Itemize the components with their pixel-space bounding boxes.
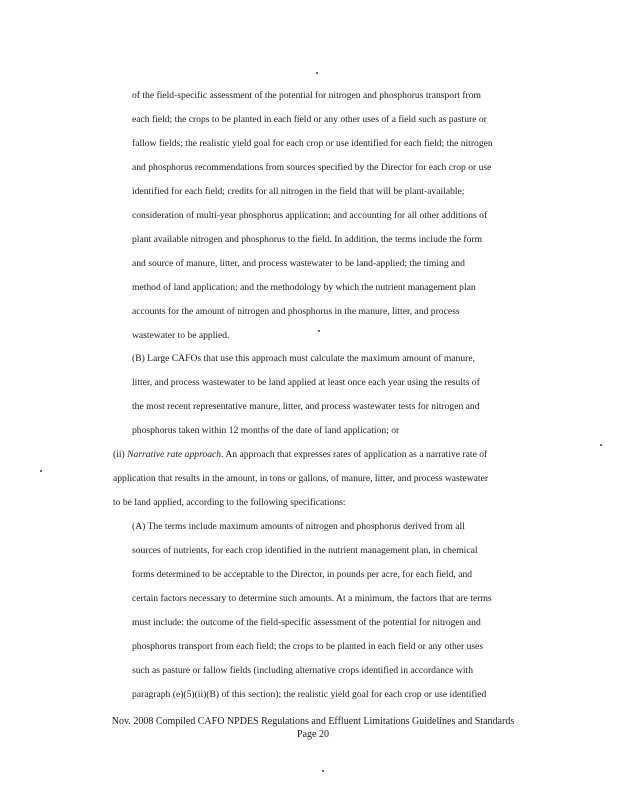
- body-line: such as pasture or fallow fields (including alternative crops identified in accordance with: [132, 665, 473, 676]
- body-line: application that results in the amount, in tons or gallons, of manure, litter, and process wastewater: [113, 473, 489, 484]
- scan-speck: [316, 72, 318, 74]
- body-line: must include: the outcome of the field-specific assessment of the potential for nitrogen and: [132, 617, 481, 628]
- scan-speck: [40, 470, 42, 472]
- body-line: of the field-specific assessment of the potential for nitrogen and phosphorus transport from: [132, 90, 482, 101]
- footer-title: Nov. 2008 Compiled CAFO NPDES Regulations and Effluent Limitations Guidelines and Standards: [111, 716, 515, 727]
- body-line: paragraph (e)(5)(ii)(B) of this section); the realistic yield goal for each crop or use identified: [132, 689, 487, 700]
- body-line: sources of nutrients, for each crop identified in the nutrient management plan, in chemical: [132, 545, 478, 556]
- body-line: each field; the crops to be planted in each field or any other uses of a field such as pasture or: [132, 114, 487, 125]
- body-line: certain factors necessary to determine such amounts. At a minimum, the factors that are terms: [132, 593, 492, 604]
- body-line: litter, and process wastewater to be land applied at least once each year using the results of: [132, 377, 480, 388]
- scan-speck: [318, 330, 320, 332]
- body-line: accounts for the amount of nitrogen and phosphorus in the manure, litter, and process: [132, 306, 460, 317]
- body-line: plant available nitrogen and phosphorus to the field. In addition, the terms include the form: [132, 234, 483, 245]
- paragraph-ii-line: [113, 449, 487, 461]
- body-line: fallow fields; the realistic yield goal for each crop or use identified for each field; the nitrogen: [132, 138, 493, 149]
- paragraph-ii-heading: Narrative rate approach.: [127, 449, 224, 460]
- footer-page-number: Page 20: [297, 729, 329, 740]
- body-line: phosphorus taken within 12 months of the date of land application; or: [132, 425, 400, 436]
- body-line: and source of manure, litter, and process wastewater to be land-applied; the timing and: [132, 258, 465, 269]
- body-line: the most recent representative manure, litter, and process wastewater tests for nitrogen and: [132, 401, 480, 412]
- body-line: method of land application; and the methodology by which the nutrient management plan: [132, 282, 476, 293]
- body-line: to be land applied, according to the following specifications:: [113, 497, 346, 508]
- scan-speck: [322, 770, 324, 772]
- paragraph-a-line: (A) The terms include maximum amounts of nitrogen and phosphorus derived from all: [132, 521, 465, 532]
- paragraph-ii-text: An approach that expresses rates of application as a narrative rate of: [223, 449, 488, 460]
- body-line: wastewater to be applied.: [132, 330, 230, 341]
- scan-speck: [600, 444, 602, 446]
- body-line: identified for each field; credits for all nitrogen in the field that will be plant-available;: [132, 186, 465, 197]
- paragraph-ii-prefix: (ii): [113, 449, 128, 460]
- body-line: consideration of multi-year phosphorus application; and accounting for all other additions of: [132, 210, 488, 221]
- paragraph-b-line: (B) Large CAFOs that use this approach must calculate the maximum amount of manure,: [132, 353, 475, 364]
- body-line: forms determined to be acceptable to the Director, in pounds per acre, for each field, and: [132, 569, 473, 580]
- body-line: phosphorus transport from each field; the crops to be planted in each field or any other uses: [132, 641, 484, 652]
- body-line: and phosphorus recommendations from sources specified by the Director for each crop or use: [132, 162, 492, 173]
